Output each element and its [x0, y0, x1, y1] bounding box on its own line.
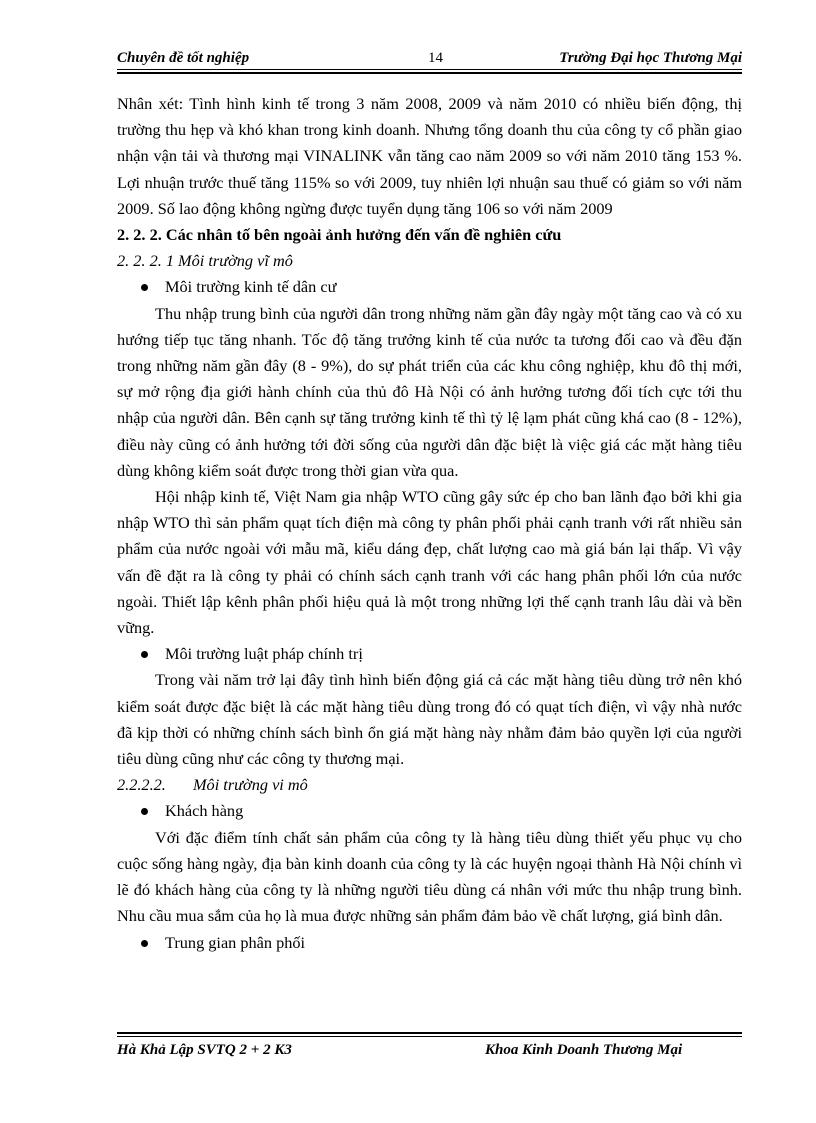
- paragraph-hoi-nhap: Hội nhập kinh tế, Việt Nam gia nhập WTO cũng gây sức ép cho ban lãnh đạo bởi khi gia nhập WTO thì sản phẩm quạt tích điện mà công ty phân phối phải cạnh tranh với rất nhiều sản phẩm của nước ngoài với mẫu mã, kiểu dáng đẹp, chất lượng cao mà giá bán lại thấp. Vì vậy vấn đề đặt ra là công ty phải có chính sách cạnh tranh với các hang phân phối lớn của nước ngoài. Thiết lập kênh phân phối hiệu quả là một trong những lợi thế cạnh tranh lâu dài và bền vững.: [117, 487, 742, 638]
- bullet-item-kinh-te: [117, 274, 742, 300]
- subsection-heading-2-2-2-2: [117, 772, 742, 798]
- page-number: 14: [428, 50, 443, 66]
- bullet-label: Khách hàng: [165, 801, 244, 821]
- header-university: Trường Đại học Thương Mại: [559, 50, 742, 66]
- bullet-label: Trung gian phân phối: [165, 932, 306, 952]
- bullet-item-luat-phap: [117, 641, 742, 667]
- bullet-icon: [141, 940, 148, 947]
- footer-rule-thick: [117, 1032, 742, 1034]
- paragraph-voi-dac-diem: Với đặc điểm tính chất sản phẩm của công ty là hàng tiêu dùng thiết yếu phục vụ cho cuộc sống hàng ngày, địa bàn kinh doanh của công ty là các huyện ngoại thành Hà Nội chính vì lẽ đó khách hàng của công ty là những người tiêu dùng cá nhân với mức thu nhập trung bình. Nhu cầu mua sắm của họ là mua được những sản phẩm đảm bảo về chất lượng, giá bình dân.: [117, 827, 742, 926]
- subsection-title: Môi trường vi mô: [193, 775, 308, 795]
- footer-author: Hà Khả Lập SVTQ 2 + 2 K3: [117, 1042, 292, 1058]
- header-rule-thin: [117, 69, 742, 70]
- bullet-label: Môi trường kinh tế dân cư: [165, 277, 337, 297]
- bullet-item-trung-gian: [117, 930, 742, 956]
- header-thesis-title: Chuyên đề tốt nghiệp: [117, 50, 250, 66]
- page-body: [117, 91, 742, 956]
- bullet-label: Môi trường luật pháp chính trị: [165, 644, 363, 664]
- paragraph-trong-vai: Trong vài năm trở lại đây tình hình biến động giá cả các mặt hàng tiêu dùng trở nên khó kiểm soát được đặc biệt là các mặt hàng tiêu dùng trong đó có quạt tích điện, vì vậy nhà nước đã kịp thời có những chính sách bình ổn giá mặt hàng này nhằm đảm bảo quyền lợi của người tiêu dùng cũng như các công ty thương mại.: [117, 670, 742, 769]
- bullet-item-khach-hang: [117, 798, 742, 824]
- page-header: [117, 46, 742, 68]
- footer-faculty: Khoa Kinh Doanh Thương Mại: [485, 1042, 683, 1058]
- subsection-number: 2.2.2.2.: [117, 775, 166, 795]
- subsection-heading-2-2-2-1: 2. 2. 2. 1 Môi trường vĩ mô: [117, 251, 293, 271]
- footer-rule-thin: [117, 1036, 742, 1037]
- paragraph-nhan-xet: Nhân xét: Tình hình kinh tế trong 3 năm 2008, 2009 và năm 2010 có nhiều biến động, thị trường thu hẹp và khó khan trong kinh doanh. Nhưng tổng doanh thu của công ty cổ phần giao nhận vận tải và thương mại VINALINK vẫn tăng cao năm 2009 so với năm 2010 tăng 153 %. Lợi nhuận trước thuế tăng 115% so với 2009, tuy nhiên lợi nhuận sau thuế có giảm so với năm 2009. Số lao động không ngừng được tuyển dụng tăng 106 so với năm 2009: [117, 94, 742, 218]
- paragraph-thu-nhap: Thu nhập trung bình của người dân trong những năm gần đây ngày một tăng cao và có xu hướng tiếp tục tăng nhanh. Tốc độ tăng trưởng kinh tế của nước ta tương đối cao và đều đặn trong những năm gần đây (8 - 9%), do sự phát triển của các khu công nghiệp, khu đô thị mới, sự mở rộng địa giới hành chính của thủ đô Hà Nội có ảnh hưởng tương đối tích cực tới thu nhập của người dân. Bên cạnh sự tăng trưởng kinh tế thì tỷ lệ lạm phát cũng khá cao (8 - 12%), điều này cũng có ảnh hưởng tới đời sống của người dân đặc biệt là việc giá các mặt hàng tiêu dùng không kiểm soát được trong thời gian vừa qua.: [117, 303, 742, 480]
- header-rule-thick: [117, 72, 742, 74]
- section-heading-2-2-2: 2. 2. 2. Các nhân tố bên ngoài ảnh hưởng đến vấn đề nghiên cứu: [117, 225, 562, 245]
